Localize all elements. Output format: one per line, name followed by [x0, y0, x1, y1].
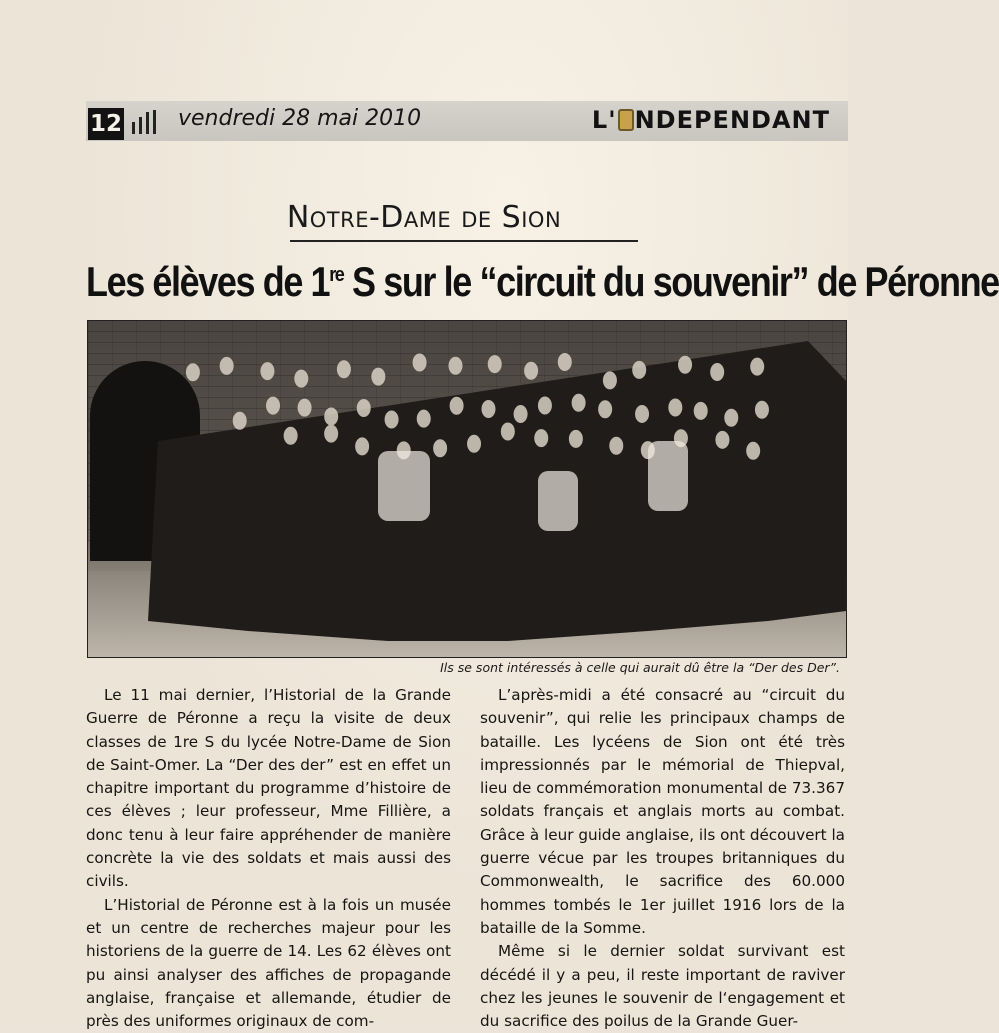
article-kicker: Notre-Dame de Sion: [286, 200, 562, 235]
student-face: [260, 362, 274, 380]
student-face: [488, 355, 502, 373]
student-face: [635, 405, 649, 423]
newspaper-name-prefix: L': [591, 106, 617, 134]
headline-part-1: Les élèves de 1: [86, 258, 330, 306]
student-face: [324, 407, 338, 425]
newspaper-logo-icon: [618, 109, 634, 131]
right-paragraph-2: Même si le dernier soldat survivant est décédé il y a peu, il reste important de raviver chez les jeunes le souvenir de l‘engagement et du sacrifice des poilus de la Grande Guer-: [480, 942, 845, 1031]
student-face: [220, 357, 234, 375]
student-face: [266, 397, 280, 415]
student-face: [524, 362, 538, 380]
student-face: [371, 368, 385, 386]
left-paragraph-1: Le 11 mai dernier, l’Historial de la Grande Guerre de Péronne a reçu la visite de deux classes de 1re S du lycée Notre-Dame de Sion de Saint-Omer. La “Der des der” est en effet un chapitre important du programme d’histoire de ces élèves ; leur professeur, Mme Fillière, a donc tenu à leur faire appréhender de manière concrète la vie des soldats et mais aussi des civils.: [86, 686, 451, 891]
student-face: [598, 400, 612, 418]
headline-part-2: S sur le “circuit du souvenir” de Péronne: [343, 258, 999, 306]
student-face: [284, 427, 298, 445]
student-face: [233, 412, 247, 430]
student-face: [324, 425, 338, 443]
student-face: [694, 402, 708, 420]
article-column-left: [86, 684, 451, 1033]
student-face: [298, 399, 312, 417]
student-face: [538, 396, 552, 414]
left-paragraph-2: L’Historial de Péronne est à la fois un musée et un centre de recherches majeur pour les historiens de la guerre de 14. Les 62 élèves ont pu ainsi analyser des affiches de propagande anglaise, française et allemande, étudier de près des uniformes originaux de com-: [86, 895, 451, 1031]
student-face: [746, 442, 760, 460]
student-face: [433, 439, 447, 457]
student-face: [514, 405, 528, 423]
newspaper-name-rest: NDEPENDANT: [634, 106, 830, 134]
student-face: [668, 398, 682, 416]
student-face: [294, 370, 308, 388]
group-photo: [87, 320, 847, 658]
student-face: [534, 429, 548, 447]
newspaper-name: [592, 106, 830, 134]
signal-bars-icon: [132, 110, 160, 134]
photo-caption: Ils se sont intéressés à celle qui aurait dû être la “Der des Der”.: [440, 660, 840, 675]
page-number: 12: [88, 108, 124, 140]
right-paragraph-1: L’après-midi a été consacré au “circuit du souvenir”, qui relie les principaux champs de bataille. Les lycéens de Sion ont été très impressionnés par le mémorial de Thiepval, lieu de commémoration monumental de 73.367 soldats français et anglais morts au combat. Grâce à leur guide anglaise, ils ont découvert la guerre vécue par les troupes britanniques du Commonwealth, le sacrifice des 60.000 hommes tombés le 1er juillet 1916 lors de la bataille de la Somme.: [480, 686, 845, 937]
kicker-underline: [290, 240, 638, 242]
student-face: [715, 431, 729, 449]
student-face: [724, 409, 738, 427]
student-group: [88, 321, 846, 657]
student-face: [750, 358, 764, 376]
student-face: [710, 363, 724, 381]
article-column-right: [480, 684, 845, 1033]
student-face: [450, 397, 464, 415]
student-face: [413, 354, 427, 372]
student-face: [572, 394, 586, 412]
student-face: [755, 401, 769, 419]
headline-superscript: re: [329, 262, 344, 286]
student-face: [569, 430, 583, 448]
student-face: [481, 400, 495, 418]
student-face: [448, 357, 462, 375]
article-headline: [86, 258, 999, 306]
student-face: [603, 371, 617, 389]
student-face: [558, 353, 572, 371]
student-face: [355, 437, 369, 455]
student-face: [467, 435, 481, 453]
student-face: [678, 356, 692, 374]
student-face: [417, 410, 431, 428]
student-face: [357, 399, 371, 417]
issue-date: vendredi 28 mai 2010: [178, 106, 422, 131]
student-face: [609, 437, 623, 455]
student-face: [186, 363, 200, 381]
student-face: [337, 360, 351, 378]
student-face: [501, 422, 515, 440]
student-face: [632, 361, 646, 379]
student-face: [385, 411, 399, 429]
